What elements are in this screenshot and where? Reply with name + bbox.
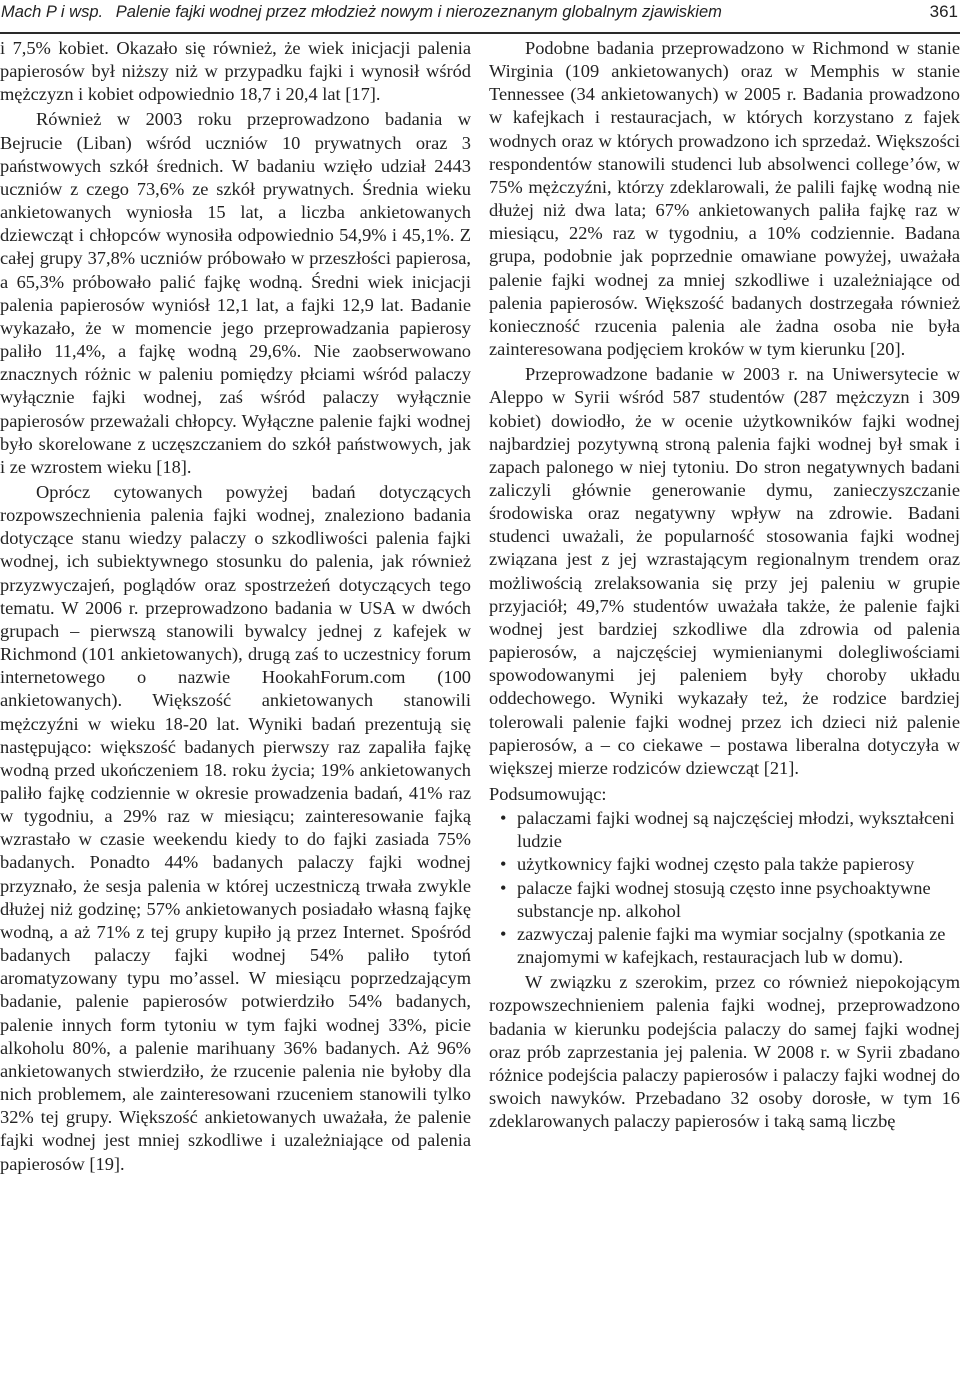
- summary-lead: Podsumowując:: [489, 784, 607, 804]
- paragraph: Przeprowadzone badanie w 2003 r. na Uniwersytecie w Aleppo w Syrii wśród 587 studentów (287 mężczyzn i 309 kobiet) dowiodło, że w ocenie użytkowników fajki wodnej najbardziej pozytywną stroną palenia fajki wodnej był smak i zapach palonego w niej tytoniu. Do stron negatywnych badani zaliczyli głównie generowanie dymu, zanieczyszczanie środowiska oraz negatywny wpływ na zdrowie. Badani studenci uważali, że popularność stosowania fajki wodnej związana jest z jej wzrastającym regionalnym trendem oraz możliwością zrelaksowania się przy jej paleniu w grupie przyjaciół; 49,7% studentów uważała także, że palenie fajki wodnej jest bardziej szkodliwe dla zdrowia od palenia papierosów, a najczęściej wymienianymi dolegliwościami spowodowanymi jej paleniem były choroby układu oddechowego. Wyniki wykazały też, że rodzice bardziej tolerowali palenie fajki wodnej przez ich dzieci niż palenie papierosów, a – co ciekawe – postawa liberalna dotyczyła w większej mierze rodziców dziewcząt [21].: [489, 364, 960, 778]
- bullet-icon: •: [500, 877, 507, 898]
- paragraph: i 7,5% kobiet. Okazało się również, że wiek inicjacji palenia papierosów był niższy niż w przypadku fajki i wynosił wśród mężczyzn i kobiet odpowiednio 18,7 i 20,4 lat [17].: [0, 38, 471, 105]
- page-number: 361: [929, 2, 958, 21]
- right-column: [489, 37, 960, 1394]
- list-item: [500, 923, 960, 969]
- list-item: [500, 853, 960, 876]
- bullet-icon: •: [500, 808, 507, 829]
- header-rule: [0, 32, 960, 34]
- bullet-icon: •: [500, 923, 507, 944]
- running-header: [0, 0, 960, 34]
- list-item-text: palaczami fajki wodnej są najczęściej młodzi, wykształceni ludzie: [517, 808, 955, 852]
- list-item: [500, 807, 960, 853]
- paragraph: W związku z szerokim, przez co również niepokojącym rozpowszechnieniem palenia fajki wodnej, przeprowadzono badania w kierunku podejścia palaczy do samej fajki wodnej oraz prób zaprzestania jej palenia. W 2008 r. w Syrii zbadano różnice podejścia palaczy papierosów i palaczy fajki wodnej do swoich nawyków. Przebadano 32 osoby dorosłe, w tym 16 zdeklarowanych palaczy papierosów i taką samą liczbę: [489, 972, 960, 1132]
- list-item: [500, 877, 960, 923]
- paragraph: Oprócz cytowanych powyżej badań dotyczących rozpowszechnienia palenia fajki wodnej, znaleziono badania dotyczące stanu wiedzy palaczy o szkodliwości palenia fajki wodnej, ich subiektywnego stosunku do palenia, jak również przyzwyczajeń, poglądów oraz spostrzeżeń dotyczących tego tematu. W 2006 r. przeprowadzono badania w USA w dwóch grupach – pierwszą stanowili bywalcy jednej z kafejek w Richmond (101 ankietowanych), drugą zaś to uczestnicy forum internetowego o nazwie HookahForum.com (100 ankietowanych). Większość ankietowanych stanowili mężczyźni w wieku 18-20 lat. Wyniki badań prezentują się następująco: większość badanych pierwszy raz zapaliła fajkę wodną przed ukończeniem 18. roku życia; 19% ankietowanych paliło fajkę codziennie w okresie prowadzenia badań, 41% raz w tygodniu, a 29% raz w miesiącu; zainteresowanie fajką wzrastało w czasie weekendu kiedy to do fajki zasiada 75% badanych. Ponadto 44% badanych palaczy fajki wodnej przyznało, że sesja palenia w której uczestniczą trwała zwykle dłużej niż godzinę; 57% ankietowanych posiadało własną fajkę wodną, a aż 71% z tej grupy kupiło ją przez Internet. Spośród badanych palaczy fajki wodnej 54% paliło tytoń aromatyzowany typu mo’assel. W miesiącu poprzedzającym badanie, palenie papierosów potwierdziło 54% badanych, palenie innych form tytoniu w tym fajki wodnej 33%, picie alkoholu 80%, a palenie marihuany 36% badanych. Aż 96% ankietowanych stwierdziło, że rzucenie palenia nie byłoby dla nich problemem, ale zainteresowani rzuceniem stanowili tylko 32% tej grupy. Większość ankietowanych uważała, że palenie fajki wodnej jest mniej szkodliwe i uzależniające od palenia papierosów [19].: [0, 481, 471, 1174]
- left-column: [0, 37, 471, 1394]
- paragraph: Podobne badania przeprowadzono w Richmond w stanie Wirginia (109 ankietowanych) oraz w Memphis w stanie Tennessee (34 ankietowanych) w 2005 r. Badania prowadzono w kafejkach i restauracjach, w których korzystano z fajek wodnych oraz w których prowadzono ich sprzedaż. Większości respondentów stanowili studenci lub absolwenci college’ów, w 75% mężczyźni, którzy zdeklarowali, że palili fajkę wodną nie dłużej niż dwa lata; 67% ankietowanych paliła fajkę raz w miesiącu, 22% raz w tygodniu, a 10% codziennie. Badana grupa, podobnie jak poprzednie omawiane powyżej, uważała palenie fajki wodnej za mniej szkodliwe i uzależniające od palenia papierosów. Większość badanych dostrzegała również konieczność rzucenia palenia ale żadna osoba nie była zainteresowana podjęciem kroków w tym kierunku [20].: [489, 38, 960, 360]
- paragraph: Również w 2003 roku przeprowadzono badania w Bejrucie (Liban) wśród uczniów 10 prywatnych oraz 3 państwowych szkół średnich. W badaniu wzięło udział 2443 uczniów z czego 73,6% ze szkół prywatnych. Średnia wieku ankietowanych wyniosła 15 lat, a liczba ankietowanych dziewcząt i chłopców wynosiła odpowiednio 54,9% i 45,1%. Z całej grupy 37,8% uczniów próbowało w przeszłości papierosa, a 65,3% próbowało palić fajkę wodną. Średni wiek inicjacji palenia papierosów wyniósł 12,1 lat, a fajki 12,9 lat. Badanie wykazało, że w momencie jego przeprowadzania papierosy paliło 11,4%, a fajkę wodną 29,6%. Nie zaobserwowano znacznych różnic w paleniu pomiędzy płciami wśród palaczy wyłącznie fajki wodnej, zaś wśród palaczy wyłącznie papierosów przeważali chłopcy. Wyłączne palenie fajki wodnej było skorelowane z uczęszczaniem do szkół państwowych, jak i ze wzrostem wieku [18].: [0, 109, 471, 477]
- list-item-text: palacze fajki wodnej stosują często inne psychoaktywne substancje np. alkohol: [517, 877, 931, 921]
- list-item-text: zazwyczaj palenie fajki ma wymiar socjalny (spotkania ze znajomymi w kafejkach, restauracjach lub w domu).: [517, 923, 946, 968]
- bullet-icon: •: [500, 854, 507, 875]
- running-title: [1, 1, 722, 23]
- summary-list: [489, 807, 960, 969]
- list-item-text: użytkownicy fajki wodnej często pala także papierosy: [517, 854, 915, 875]
- article-title: Palenie fajki wodnej przez młodzież nowym i nierozeznanym globalnym zjawiskiem: [115, 3, 722, 21]
- journal-authors: Mach P i wsp.: [1, 3, 104, 21]
